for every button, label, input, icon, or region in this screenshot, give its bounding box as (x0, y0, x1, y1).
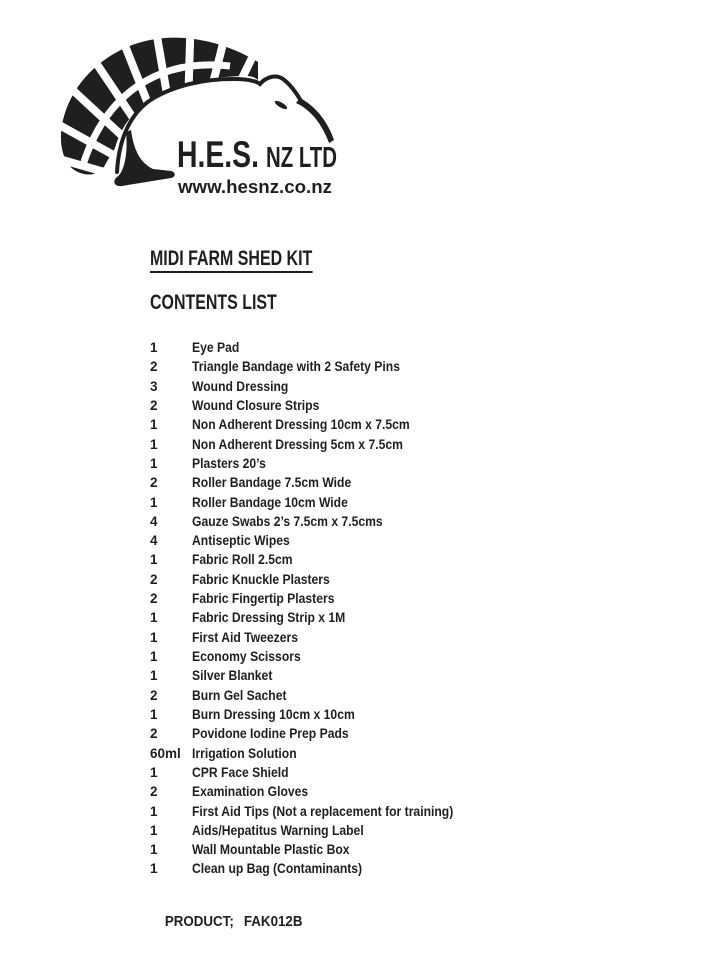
list-item (146, 473, 576, 492)
item-name: Fabric Knuckle Plasters (192, 571, 330, 587)
list-item (146, 435, 576, 454)
list-item (146, 647, 576, 666)
item-quantity: 1 (150, 764, 158, 780)
item-name: Burn Dressing 10cm x 10cm (192, 706, 355, 722)
list-item (146, 744, 576, 763)
item-quantity: 2 (150, 359, 158, 375)
item-name: Fabric Roll 2.5cm (192, 552, 293, 568)
item-quantity: 1 (150, 455, 158, 471)
item-name: Povidone Iodine Prep Pads (192, 726, 349, 742)
list-item (146, 686, 576, 705)
item-quantity: 1 (150, 436, 158, 452)
item-quantity: 60ml (150, 745, 181, 761)
item-quantity: 1 (150, 629, 158, 645)
item-quantity: 1 (150, 803, 158, 819)
item-quantity: 2 (150, 397, 158, 413)
item-name: Fabric Fingertip Plasters (192, 591, 335, 607)
item-name: First Aid Tweezers (192, 629, 299, 645)
item-quantity: 2 (150, 784, 158, 800)
item-name: Silver Blanket (192, 668, 273, 684)
list-item (146, 338, 576, 357)
item-quantity: 1 (150, 649, 158, 664)
item-quantity: 1 (150, 340, 158, 355)
list-item (146, 724, 576, 743)
list-item (146, 550, 576, 569)
item-name: First Aid Tips (Not a replacement for training) (192, 803, 454, 819)
item-name: Gauze Swabs 2’s 7.5cm x 7.5cms (192, 513, 383, 529)
list-item (146, 377, 576, 396)
product-label: PRODUCT; (164, 914, 234, 930)
list-item (146, 666, 576, 685)
item-name: Wall Mountable Plastic Box (192, 842, 350, 858)
list-item (146, 454, 576, 473)
list-item (146, 821, 576, 840)
item-quantity: 1 (150, 417, 158, 433)
item-quantity: 2 (150, 726, 158, 742)
list-item (146, 840, 576, 859)
list-item (146, 589, 576, 608)
item-name: Irrigation Solution (192, 745, 297, 761)
item-quantity: 1 (150, 842, 158, 858)
kiwi-bird-icon (0, 0, 360, 215)
list-item (146, 493, 576, 512)
item-name: Roller Bandage 7.5cm Wide (192, 475, 352, 491)
list-item (146, 570, 576, 589)
list-item (146, 531, 576, 550)
item-quantity: 2 (150, 475, 158, 491)
list-item (146, 802, 576, 821)
item-quantity: 1 (150, 610, 158, 626)
page-title-text: MIDI FARM SHED KIT (150, 248, 312, 273)
item-quantity: 2 (150, 591, 158, 607)
company-name: H.E.S. (177, 134, 259, 175)
item-name: Fabric Dressing Strip x 1M (192, 610, 346, 626)
product-line (150, 897, 302, 948)
item-name: Economy Scissors (192, 649, 301, 664)
product-code: FAK012B (243, 914, 303, 930)
company-website: www.hesnz.co.nz (176, 176, 332, 197)
item-quantity: 4 (150, 513, 158, 529)
list-item (146, 628, 576, 647)
item-name: Roller Bandage 10cm Wide (192, 494, 348, 510)
item-quantity: 2 (150, 687, 158, 703)
list-item (146, 705, 576, 724)
list-item (146, 415, 576, 434)
list-item (146, 859, 576, 878)
list-item (146, 357, 576, 376)
item-quantity: 1 (150, 494, 158, 510)
page-title (150, 248, 312, 273)
item-name: Non Adherent Dressing 5cm x 7.5cm (192, 436, 403, 452)
item-quantity: 1 (150, 706, 158, 722)
contents-heading: CONTENTS LIST (150, 291, 277, 314)
item-name: Examination Gloves (192, 784, 309, 800)
item-name: Eye Pad (192, 340, 240, 355)
item-quantity: 2 (150, 571, 158, 587)
company-suffix: NZ LTD (266, 142, 337, 174)
list-item (146, 512, 576, 531)
item-quantity: 4 (150, 533, 158, 549)
list-item (146, 782, 576, 801)
item-quantity: 1 (150, 822, 158, 838)
item-name: Wound Closure Strips (192, 397, 320, 413)
item-quantity: 1 (150, 668, 158, 684)
item-name: Wound Dressing (192, 378, 289, 394)
item-name: Aids/Hepatitus Warning Label (192, 822, 364, 838)
item-name: Non Adherent Dressing 10cm x 7.5cm (192, 417, 410, 433)
item-name: Triangle Bandage with 2 Safety Pins (192, 359, 400, 375)
item-quantity: 1 (150, 861, 158, 877)
company-logo (0, 0, 360, 215)
list-item (146, 396, 576, 415)
kiwi-beak (296, 98, 334, 143)
item-name: Clean up Bag (Contaminants) (192, 861, 363, 877)
item-name: CPR Face Shield (192, 764, 289, 780)
list-item (146, 608, 576, 627)
item-quantity: 3 (150, 378, 158, 394)
item-quantity: 1 (150, 552, 158, 568)
contents-list (146, 338, 576, 879)
item-name: Burn Gel Sachet (192, 687, 287, 703)
list-item (146, 763, 576, 782)
item-name: Antiseptic Wipes (192, 533, 290, 549)
item-name: Plasters 20’s (192, 455, 266, 471)
